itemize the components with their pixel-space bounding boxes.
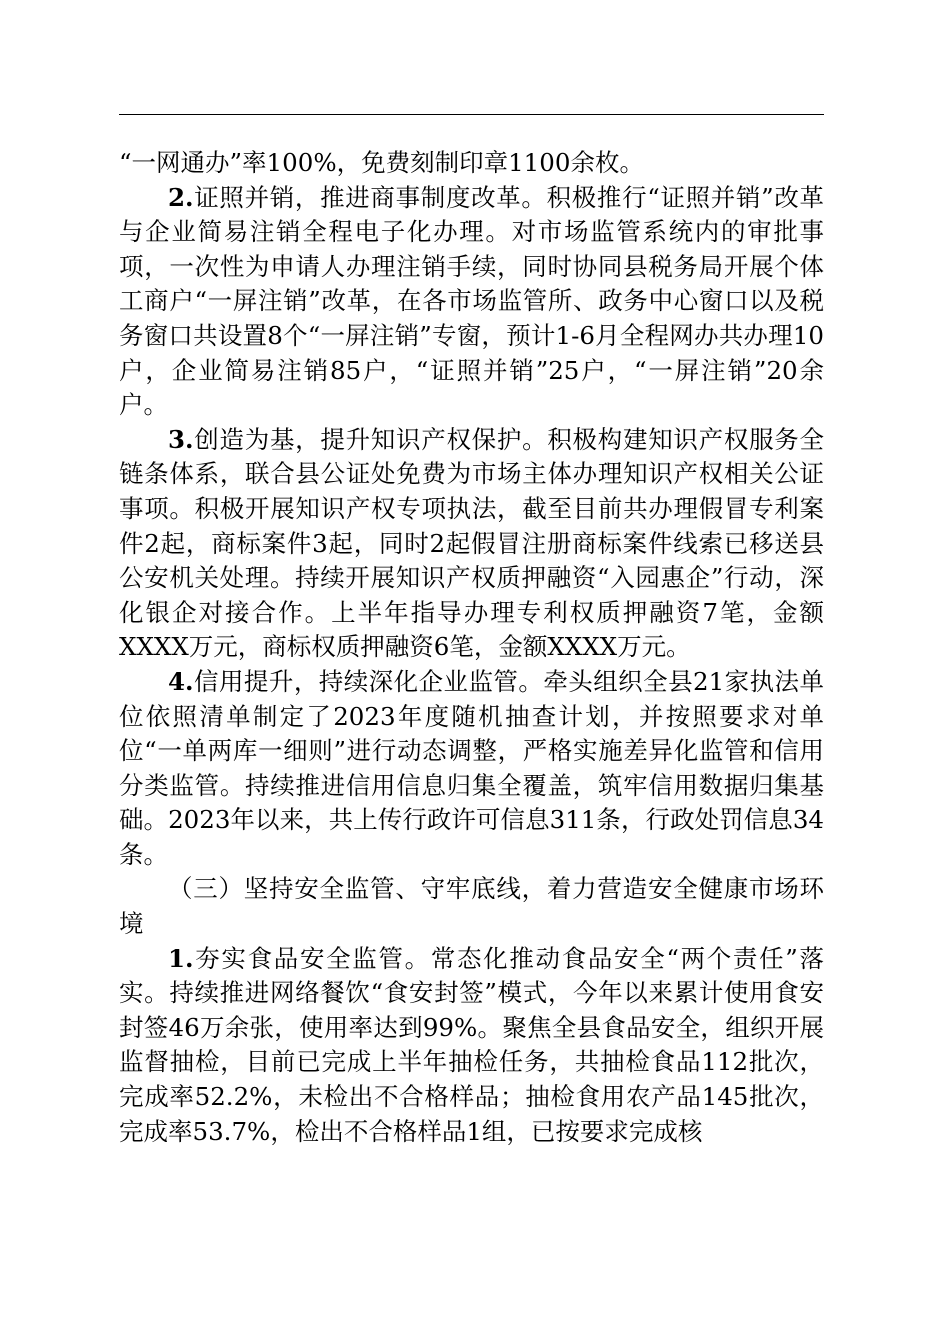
paragraph-text: 信用提升，持续深化企业监管。牵头组织全县21家执法单位依照清单制定了2023年度随机抽查计划，并按照要求对单位“一单两库一细则”进行动态调整，严格实施差异化监管和信用分类监管。持续推进信用信息归集全覆盖，筑牢信用数据归集基础。2023年以来，共上传行政许可信息311条，行政处罚信息34条。 xyxy=(119,666,824,869)
paragraph-item-3 xyxy=(119,423,824,665)
paragraph-text: 夯实食品安全监管。常态化推动食品安全“两个责任”落实。持续推进网络餐饮“食安封签”模式，今年以来累计使用食安封签46万余张，使用率达到99%。聚焦全县食品安全，组织开展监督抽检，目前已完成上半年抽检任务，共抽检食品112批次，完成率52.2%，未检出不合格样品；抽检食用农产品145批次，完成率53.7%，检出不合格样品1组，已按要求完成核 xyxy=(119,943,824,1146)
item-number: 3. xyxy=(168,424,194,454)
paragraph-continuation xyxy=(119,146,824,181)
paragraph-item-2 xyxy=(119,181,824,423)
item-number: 1. xyxy=(168,943,194,973)
paragraph-item-4 xyxy=(119,665,824,873)
header-rule xyxy=(119,114,824,115)
paragraph-item-1 xyxy=(119,942,824,1150)
document-body xyxy=(119,146,824,1149)
section-heading-text: （三）坚持安全监管、守牢底线，着力营造安全健康市场环境 xyxy=(119,874,824,939)
item-number: 4. xyxy=(168,666,194,696)
paragraph-text: 证照并销，推进商事制度改革。积极推行“证照并销”改革与企业简易注销全程电子化办理。对市场监管系统内的审批事项，一次性为申请人办理注销手续，同时协同县税务局开展个体工商户“一屏注销”改革，在各市场监管所、政务中心窗口以及税务窗口共设置8个“一屏注销”专窗，预计1-6月全程网办共办理10户，企业简易注销85户，“证照并销”25户，“一屏注销”20余户。 xyxy=(119,182,824,420)
paragraph-text: “一网通办”率100%，免费刻制印章1100余枚。 xyxy=(119,148,644,177)
item-number: 2. xyxy=(168,182,194,212)
section-heading xyxy=(119,872,824,941)
paragraph-text: 创造为基，提升知识产权保护。积极构建知识产权服务全链条体系，联合县公证处免费为市场主体办理知识产权相关公证事项。积极开展知识产权专项执法，截至目前共办理假冒专利案件2起，商标案件3起，同时2起假冒注册商标案件线索已移送县公安机关处理。持续开展知识产权质押融资“入园惠企”行动，深化银企对接合作。上半年指导办理专利权质押融资7笔，金额XXXX万元，商标权质押融资6笔，金额XXXX万元。 xyxy=(119,424,824,662)
